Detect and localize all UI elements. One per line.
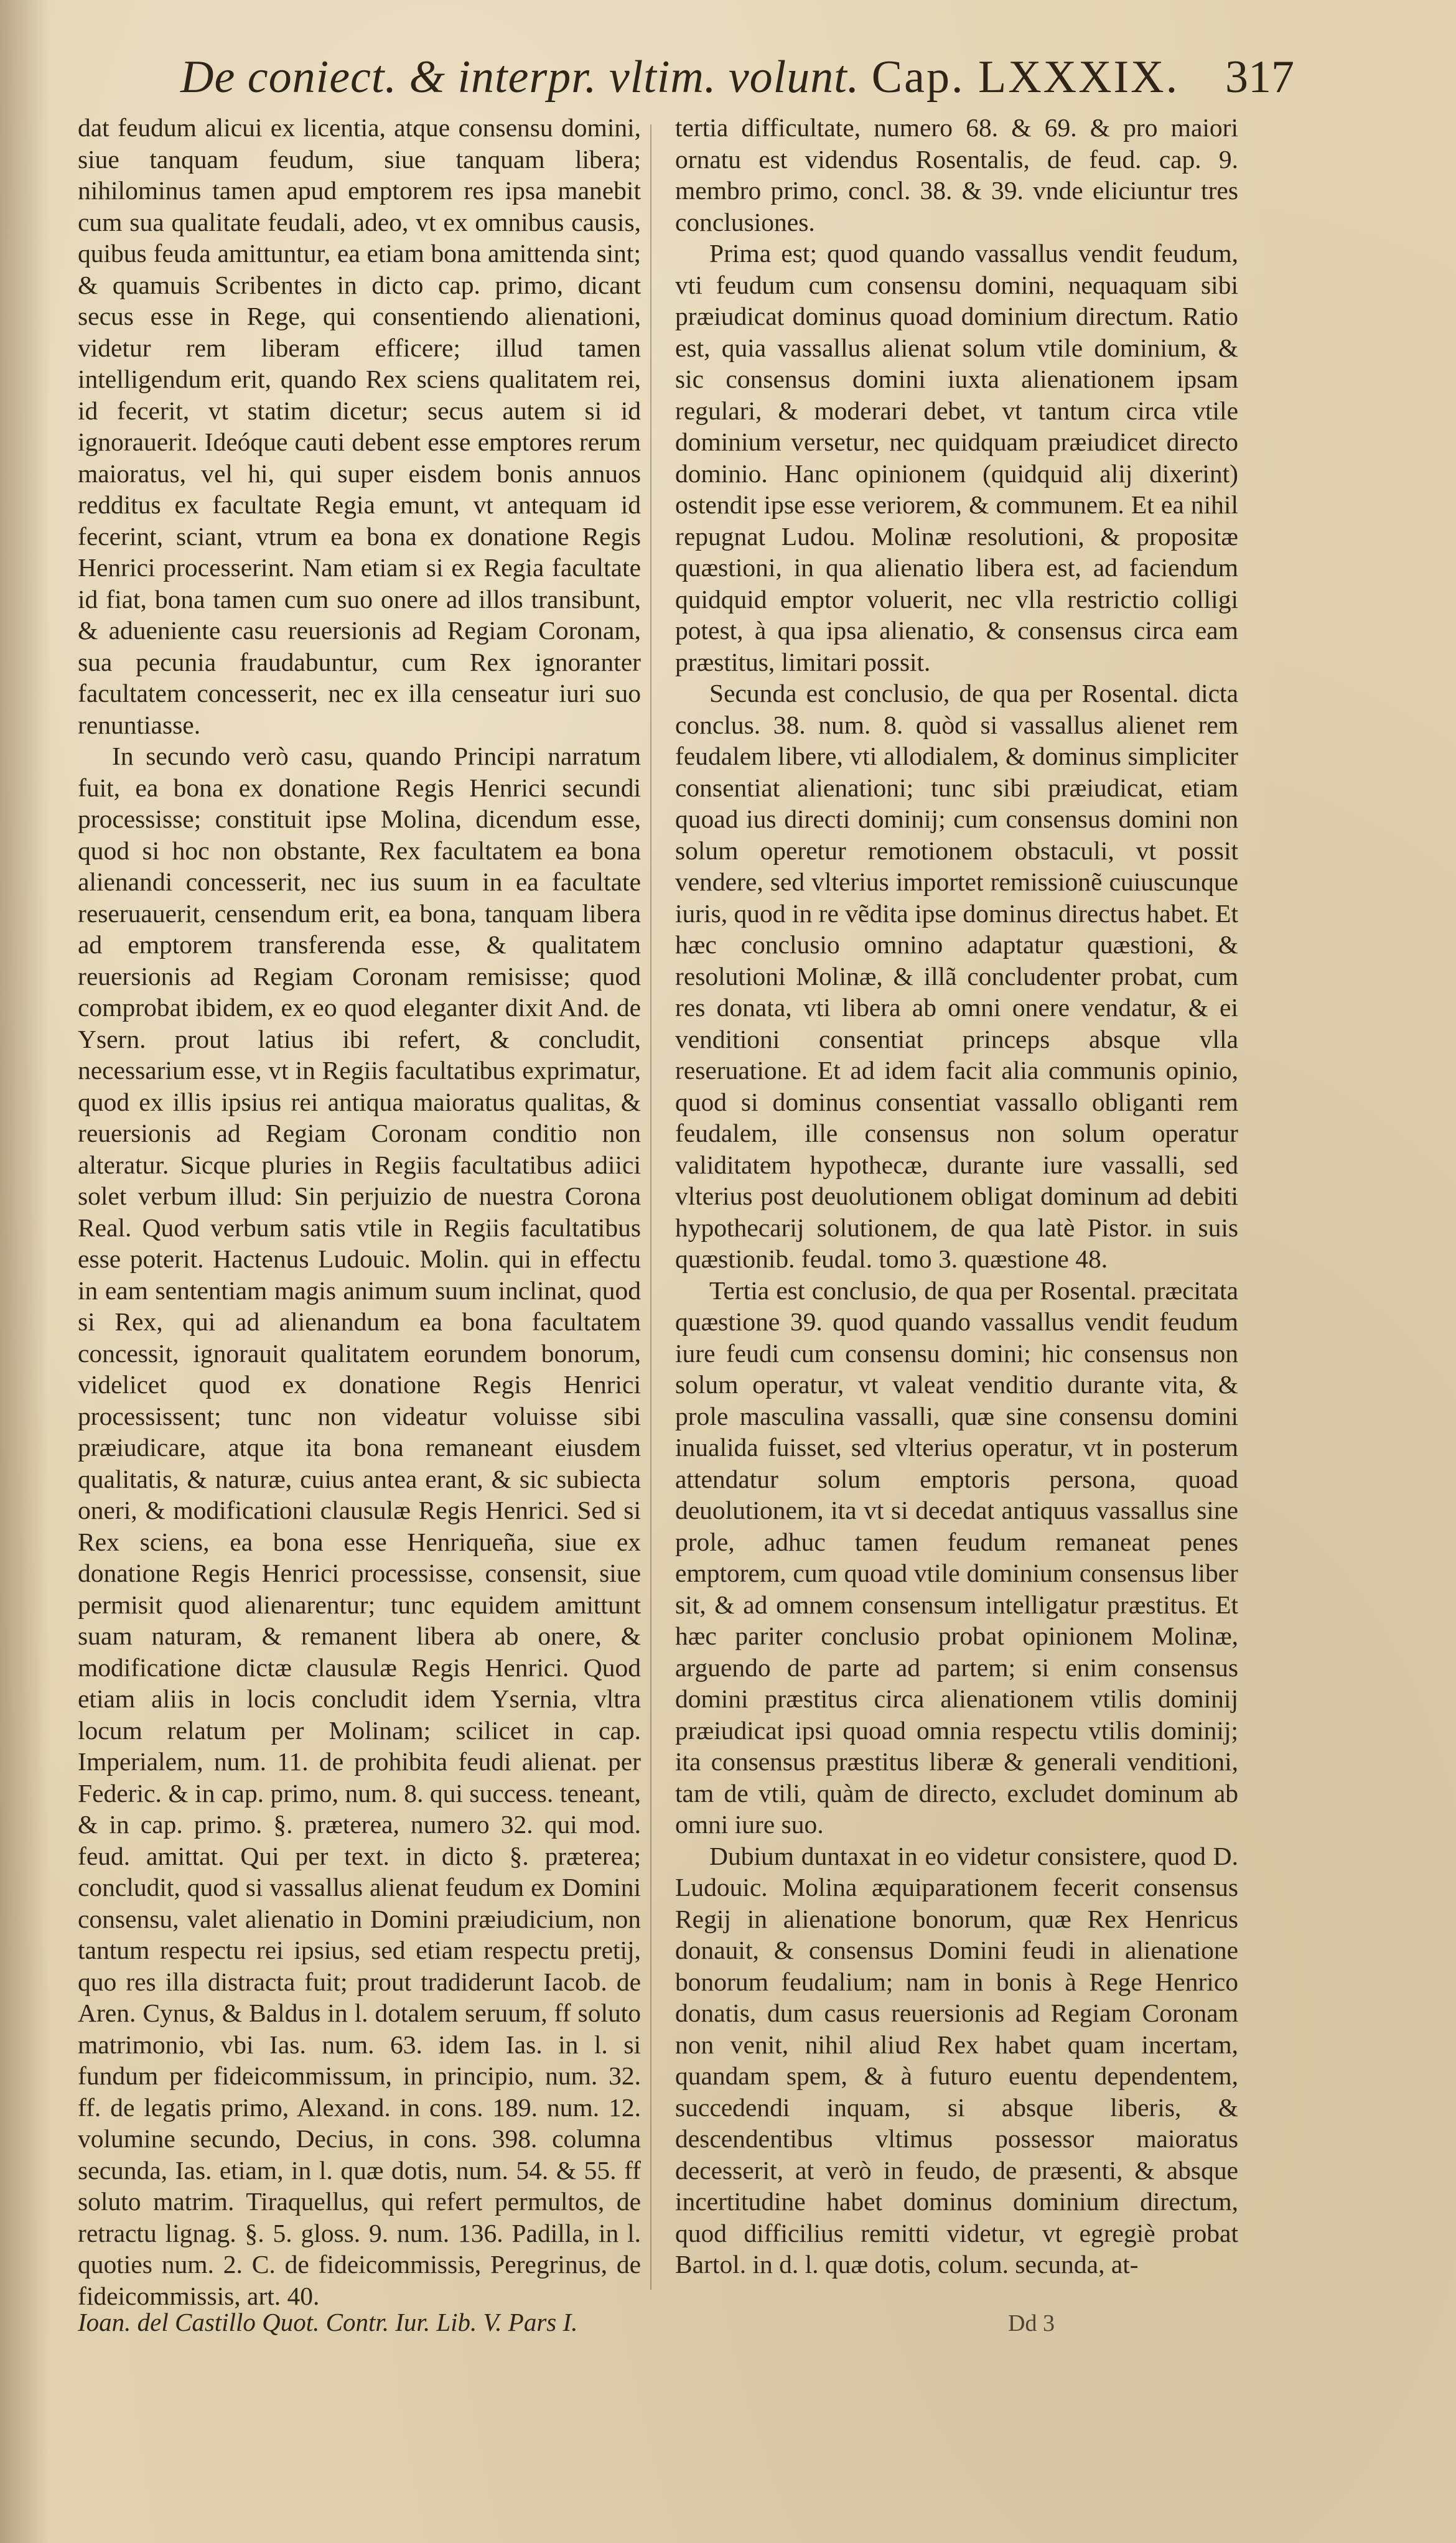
left-paragraph-1: dat feudum alicui ex licentia, atque consensu domini, siue tanquam feudum, siue tanquam libera; nihilominus tamen apud emptorem res ipsa manebit cum sua qualitate feudali, adeo, vt ex omnibus causis, quibus feuda amittuntur, ea etiam bona amittenda sint; & quamuis Scribentes in dicto cap. primo, dicant secus esse in Rege, qui consentiendo alienationi, videtur rem liberam efficere; illud tamen intelligendum erit, quando Rex sciens qualitatem rei, id fecerit, vt statim dicetur; secus autem si id ignorauerit. Ideóque cauti debent esse emptores rerum maioratus, vel hi, qui super eisdem bonis annuos redditus ex facultate Regia emunt, vt antequam id fecerint, sciant, vtrum ea bona ex donatione Regis Henrici processerint. Nam etiam si ex Regia facultate id fiat, bona tamen cum suo onere ad illos transibunt, & adueniente casu reuersionis ad Regiam Coronam, sua pecunia fraudabuntur, cum Rex ignoranter facultatem concesserit, nec ex illa censeatur iuri suo renuntiasse. [78, 113, 641, 739]
page-gutter-shadow [0, 0, 50, 2543]
right-paragraph-1: tertia difficultate, numero 68. & 69. & pro maiori ornatu est videndus Rosentalis, de feud. cap. 9. membro primo, concl. 38. & 39. vnde eliciuntur tres conclusiones. [675, 113, 1238, 236]
page-number: 317 [1225, 52, 1294, 103]
catchword: Dd 3 [1008, 2310, 1055, 2336]
right-paragraph-3: Secunda est conclusio, de qua per Rosental. dicta conclus. 38. num. 8. quòd si vassallus alienet rem feudalem libere, vti allodialem, & dominus simpliciter consentiat alienationi; tunc sibi præiudicat, etiam quoad ius directi dominij; cum consensus domini non solum operetur remotionem obstaculi, vt possit vendere, sed vlterius importet remissionẽ cuiuscunque iuris, quod in re vẽdita ipse dominus directus habet. Et hæc conclusio omnino adaptatur quæstioni, & resolutioni Molinæ, & illã concludenter probat, cum res donata, vti libera ab omni onere vendatur, & ei venditioni consentiat princeps absque vlla reseruatione. Et ad idem facit alia communis opinio, quod si dominus consentiat vassallo obliganti rem feudalem, ille consensus non solum operatur validitatem hypothecæ, durante iure vassalli, sed vlterius post deuolutionem obligat dominum ad debiti hypothecarij solutionem, de qua latè Pistor. in suis quæstionib. feudal. tomo 3. quæstione 48. [675, 679, 1238, 1273]
left-paragraph-2: In secundo verò casu, quando Principi narratum fuit, ea bona ex donatione Regis Henrici secundi processisse; constituit ipse Molina, dicendum esse, quod si hoc non obstante, Rex facultatem ea bona alienandi concesserit, nec ius suum in ea facultate reseruauerit, censendum erit, ea bona, tanquam libera ad emptorem transferenda esse, & qualitatem reuersionis ad Regiam Coronam remisisse; quod comprobat ibidem, ex eo quod eleganter dixit And. de Ysern. prout latius ibi refert, & concludit, necessarium esse, vt in Regiis facultatibus exprimatur, quod ex illis ipsius rei antiqua maioratus qualitas, & reuersionis ad Regiam Coronam conditio non alteratur. Sicque pluries in Regiis facultatibus adiici solet verbum illud: Sin perjuizio de nuestra Corona Real. Quod verbum satis vtile in Regiis facultatibus esse poterit. Hactenus Ludouic. Molin. qui in effectu in eam sententiam magis animum suum inclinat, quod si Rex, qui ad alienandum ea bona facultatem concessit, ignorauit qualitatem eorundem bonorum, videlicet quod ex donatione Regis Henrici processissent; tunc non videatur voluisse sibi præiudicare, atque ita bona remaneant eiusdem qualitatis, & naturæ, cuius antea erant, & sic subiecta oneri, & modificationi clausulæ Regis Henrici. Sed si Rex sciens, ea bona esse Henriqueña, siue ex donatione Regis Henrici processisse, consensit, siue permisit quod alienarentur; tunc equidem amittunt suam naturam, & remanent libera ab onere, & modificatione dictæ clausulæ Regis Henrici. Quod etiam aliis in locis concludit idem Ysernia, vltra locum relatum per Molinam; scilicet in cap. Imperialem, num. 11. de prohibita feudi alienat. per Federic. & in cap. primo, num. 8. qui success. teneant, & in cap. primo. §. præterea, numero 32. qui mod. feud. amittat. Qui per text. in dicto §. præterea; concludit, quod si vassallus alienat feudum ex Domini consensu, valet alienatio in Domini præiudicium, non tantum respectu rei ipsius, sed etiam respectu pretij, quo res illa distracta fuit; prout tradiderunt Iacob. de Aren. Cynus, & Baldus in l. dotalem seruum, ff soluto matrimonio, vbi Ias. num. 63. idem Ias. in l. si fundum per fideicommissum, in principio, num. 32. ff. de legatis primo, Alexand. in cons. 189. num. 12. volumine secundo, Decius, in cons. 398. columna secunda, Ias. etiam, in l. quæ dotis, num. 54. & 55. ff soluto matrim. Tiraquellus, qui refert permultos, de retractu lignag. §. 5. gloss. 9. num. 136. Padilla, in l. quoties num. 2. C. de fideicommissis, Peregrinus, de fideicommissis, art. 40. [78, 742, 641, 2310]
right-paragraph-5: Dubium duntaxat in eo videtur consistere, quod D. Ludouic. Molina æquiparationem fecerit consensus Regij in alienatione bonorum, quæ Rex Henricus donauit, & consensus Domini feudi in alienatione bonorum feudalium; nam in bonis à Rege Henrico donatis, dum casus reuersionis ad Regiam Coronam non venit, nihil aliud Rex habet quam incertam, quandam spem, & à futuro euentu dependentem, succedendi inquam, si absque liberis, & descendentibus vltimus possessor maioratus decesserit, at verò in feudo, de præsenti, & absque incertitudine habet dominus dominium directum, quod difficilius remitti videtur, vt egregiè probat Bartol. in d. l. quæ dotis, colum. secunda, at- [675, 1841, 1238, 2279]
right-column [675, 112, 1238, 2280]
running-head [180, 51, 1179, 104]
page-header [168, 51, 1294, 113]
chapter-label: Cap. LXXXIX. [871, 52, 1180, 103]
left-column [78, 112, 641, 2312]
column-divider [650, 124, 651, 2290]
signature-line: Ioan. del Castillo Quot. Contr. Iur. Lib. V. Pars I. [78, 2308, 578, 2336]
right-paragraph-2: Prima est; quod quando vassallus vendit feudum, vti feudum cum consensu domini, nequaquam sibi præiudicat dominus quoad dominium directum. Ratio est, quia vassallus alienat solum vtile dominium, & sic consensus domini iuxta alienationem ipsam regulari, & moderari debet, vt tantum circa vtile dominium versetur, nec quidquam præiudicet directo dominio. Hanc opinionem (quidquid alij dixerint) ostendit ipse esse veriorem, & communem. Et ea nihil repugnat Ludou. Molinæ resolutioni, & propositæ quæstioni, in qua alienatio libera est, ad faciendum quidquid emptor voluerit, nec vlla restrictio colligi potest, à qua ipsa alienatio, & consensus circa eam præstitus, limitari possit. [675, 239, 1238, 676]
right-paragraph-4: Tertia est conclusio, de qua per Rosental. præcitata quæstione 39. quod quando vassallus vendit feudum iure feudi cum consensu domini; hic consensus non solum operatur, vt valeat venditio durante vita, & prole masculina vassalli, quæ sine consensu domini inualida fuisset, sed vlterius operatur, vt in posterum attendatur solum emptoris persona, quoad deuolutionem, ita vt si decedat antiquus vassallus sine prole, adhuc tamen feudum remaneat penes emptorem, cum quoad vtile dominium consensus liber sit, & ad omnem consensum intelligatur præstitus. Et hæc pariter conclusio probat opinionem Molinæ, arguendo de parte ad partem; si enim consensus domini præstitus circa alienationem vtilis dominij præiudicat ipsi quoad omnia respectu vtilis dominij; ita consensus præstitus liberæ & generali venditioni, tam de vtili, quàm de directo, excludet dominum ab omni iure suo. [675, 1276, 1238, 1839]
running-head-title: De coniect. & interpr. vltim. volunt. [180, 52, 860, 103]
